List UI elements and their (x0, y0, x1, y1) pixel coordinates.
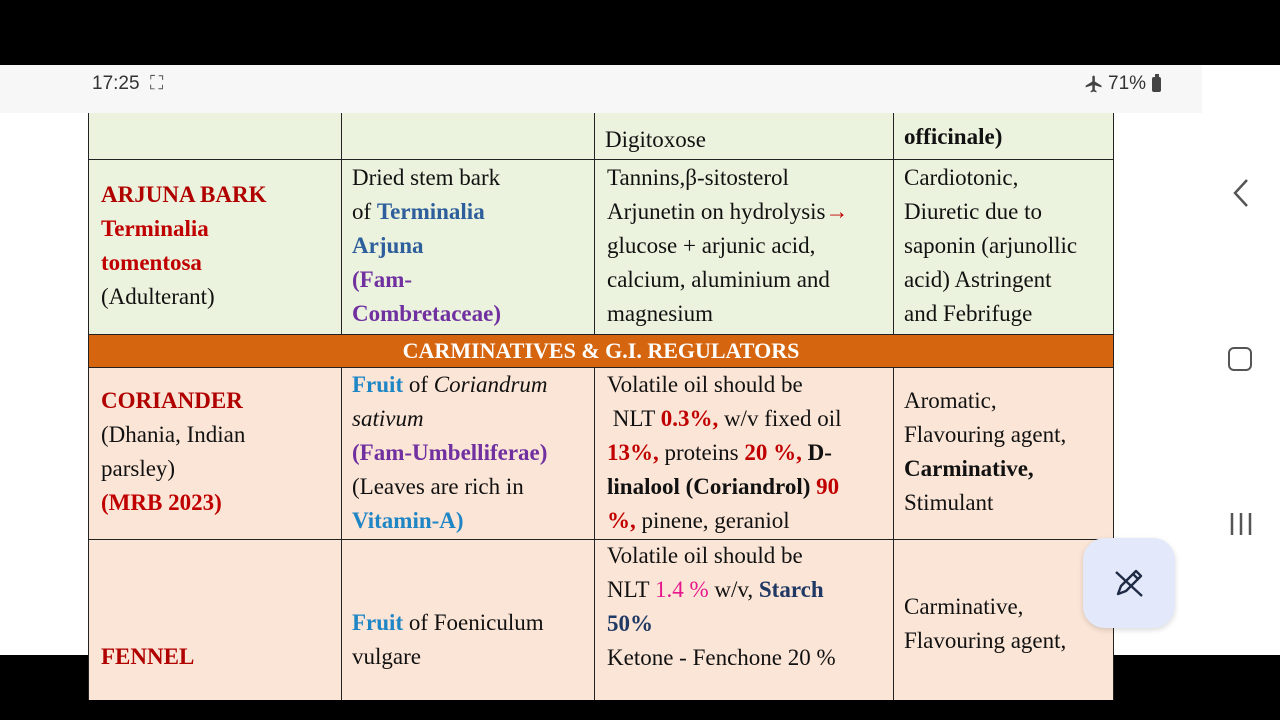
cell-text: Carminative, (904, 456, 1034, 481)
table-cell (89, 540, 342, 700)
family-name: Combretaceae) (352, 301, 502, 326)
exam-tag: (MRB 2023) (101, 490, 222, 515)
cell-text: w/v, (708, 577, 759, 602)
cell-text: calcium, aluminium and (607, 267, 830, 292)
cell-text: officinale) (904, 124, 1003, 149)
section-banner: CARMINATIVES & G.I. REGULATORS (88, 334, 1114, 368)
status-right (1084, 73, 1161, 95)
part-used: Fruit (352, 610, 404, 635)
cell-text: Digitoxose (605, 127, 706, 152)
cell-text: Flavouring agent, (904, 628, 1067, 653)
cell-text: Diuretic due to (904, 199, 1042, 224)
table-row-fennel (88, 540, 1114, 700)
cell-text: NLT (607, 577, 655, 602)
value-text: 1.4 % (654, 577, 709, 602)
table-row (88, 113, 1114, 160)
cell-text: (Dhania, Indian (101, 422, 246, 447)
latin-name: tomentosa (101, 250, 202, 275)
cell-text: Volatile oil should be (607, 543, 803, 568)
screenshot-icon: ⛶ (150, 73, 164, 94)
table-cell (342, 160, 595, 334)
drug-name: ARJUNA BARK (101, 182, 267, 207)
cell-text: vulgare (352, 644, 421, 669)
table-row-arjuna (88, 160, 1114, 334)
cell-text: D- (801, 440, 832, 465)
cell-text: w/v fixed oil (718, 406, 842, 431)
family-name: (Fam- (352, 267, 413, 292)
drug-name: CORIANDER (101, 388, 243, 413)
value-text: 50% (607, 611, 653, 636)
table-cell (89, 368, 342, 540)
value-text: 13%, (607, 440, 659, 465)
table-cell (894, 368, 1113, 540)
value-text: %, (607, 508, 636, 533)
cell-text: and Febrifuge (904, 301, 1033, 326)
airplane-icon (1084, 74, 1104, 94)
cell-text: parsley) (101, 456, 176, 481)
table-cell (595, 160, 894, 334)
cell-text: magnesium (607, 301, 714, 326)
table-cell (89, 160, 342, 334)
edit-pen-icon (1112, 566, 1146, 600)
status-bar (0, 65, 1202, 113)
cell-text: Carminative, (904, 594, 1024, 619)
table-cell (894, 540, 1113, 700)
app-screen (0, 65, 1280, 670)
edit-pen-button[interactable] (1083, 538, 1175, 628)
value-text: Starch (758, 577, 824, 602)
cell-text: Aromatic, (904, 388, 997, 413)
value-text: 0.3%, (660, 406, 719, 431)
table-row-coriander (88, 368, 1114, 540)
recent-apps-icon[interactable] (1228, 511, 1254, 537)
table-cell (342, 368, 595, 540)
drug-name: FENNEL (101, 644, 195, 669)
cell-text: pinene, geraniol (635, 508, 790, 533)
vitamin-note: Vitamin-A) (352, 508, 464, 533)
battery-icon (1152, 77, 1161, 92)
cell-text: Tannins,β-sitosterol (607, 165, 789, 190)
cell-text: linalool (Coriandrol) (607, 474, 817, 499)
cell-text: (Leaves are rich in (352, 474, 524, 499)
battery-percent: 71% (1108, 73, 1147, 94)
cell-text: Cardiotonic, (904, 165, 1019, 190)
cell-text: NLT (607, 406, 661, 431)
cell-text: of (352, 199, 377, 224)
cell-text: acid) Astringent (904, 267, 1052, 292)
family-name: (Fam-Umbelliferae) (352, 440, 548, 465)
table-cell (894, 113, 1113, 160)
cell-text: of Foeniculum (403, 610, 544, 635)
cell-text: Volatile oil should be (607, 372, 803, 397)
table-cell (595, 113, 894, 160)
home-icon[interactable] (1228, 347, 1252, 371)
cell-text: proteins (658, 440, 745, 465)
cell-text: of (403, 372, 434, 397)
cell-text: saponin (arjunollic (904, 233, 1078, 258)
cell-text: glucose + arjunic acid, (607, 233, 816, 258)
latin-name: Terminalia (101, 216, 209, 241)
cell-text: Dried stem bark (352, 165, 501, 190)
note-text: (Adulterant) (101, 284, 215, 309)
table-cell (595, 540, 894, 700)
latin-name: Coriandrum (433, 372, 548, 397)
source-name: Arjuna (352, 233, 424, 258)
value-text: 90 (816, 474, 840, 499)
source-name: Terminalia (376, 199, 485, 224)
table-cell (595, 368, 894, 540)
latin-name: sativum (352, 406, 424, 431)
table-cell (342, 113, 595, 160)
table-cell (894, 160, 1113, 334)
drug-table (88, 113, 1114, 670)
back-icon[interactable] (1232, 177, 1250, 209)
cell-text: Stimulant (904, 490, 994, 515)
cell-text: Ketone - Fenchone 20 % (607, 645, 836, 670)
part-used: Fruit (352, 372, 404, 397)
arrow-icon: → (825, 199, 849, 224)
status-time: 17:25 (92, 73, 140, 94)
cell-text: Arjunetin on hydrolysis (607, 199, 826, 224)
table-cell (342, 540, 595, 700)
cell-text: Flavouring agent, (904, 422, 1067, 447)
table-cell (89, 113, 342, 160)
value-text: 20 %, (744, 440, 802, 465)
